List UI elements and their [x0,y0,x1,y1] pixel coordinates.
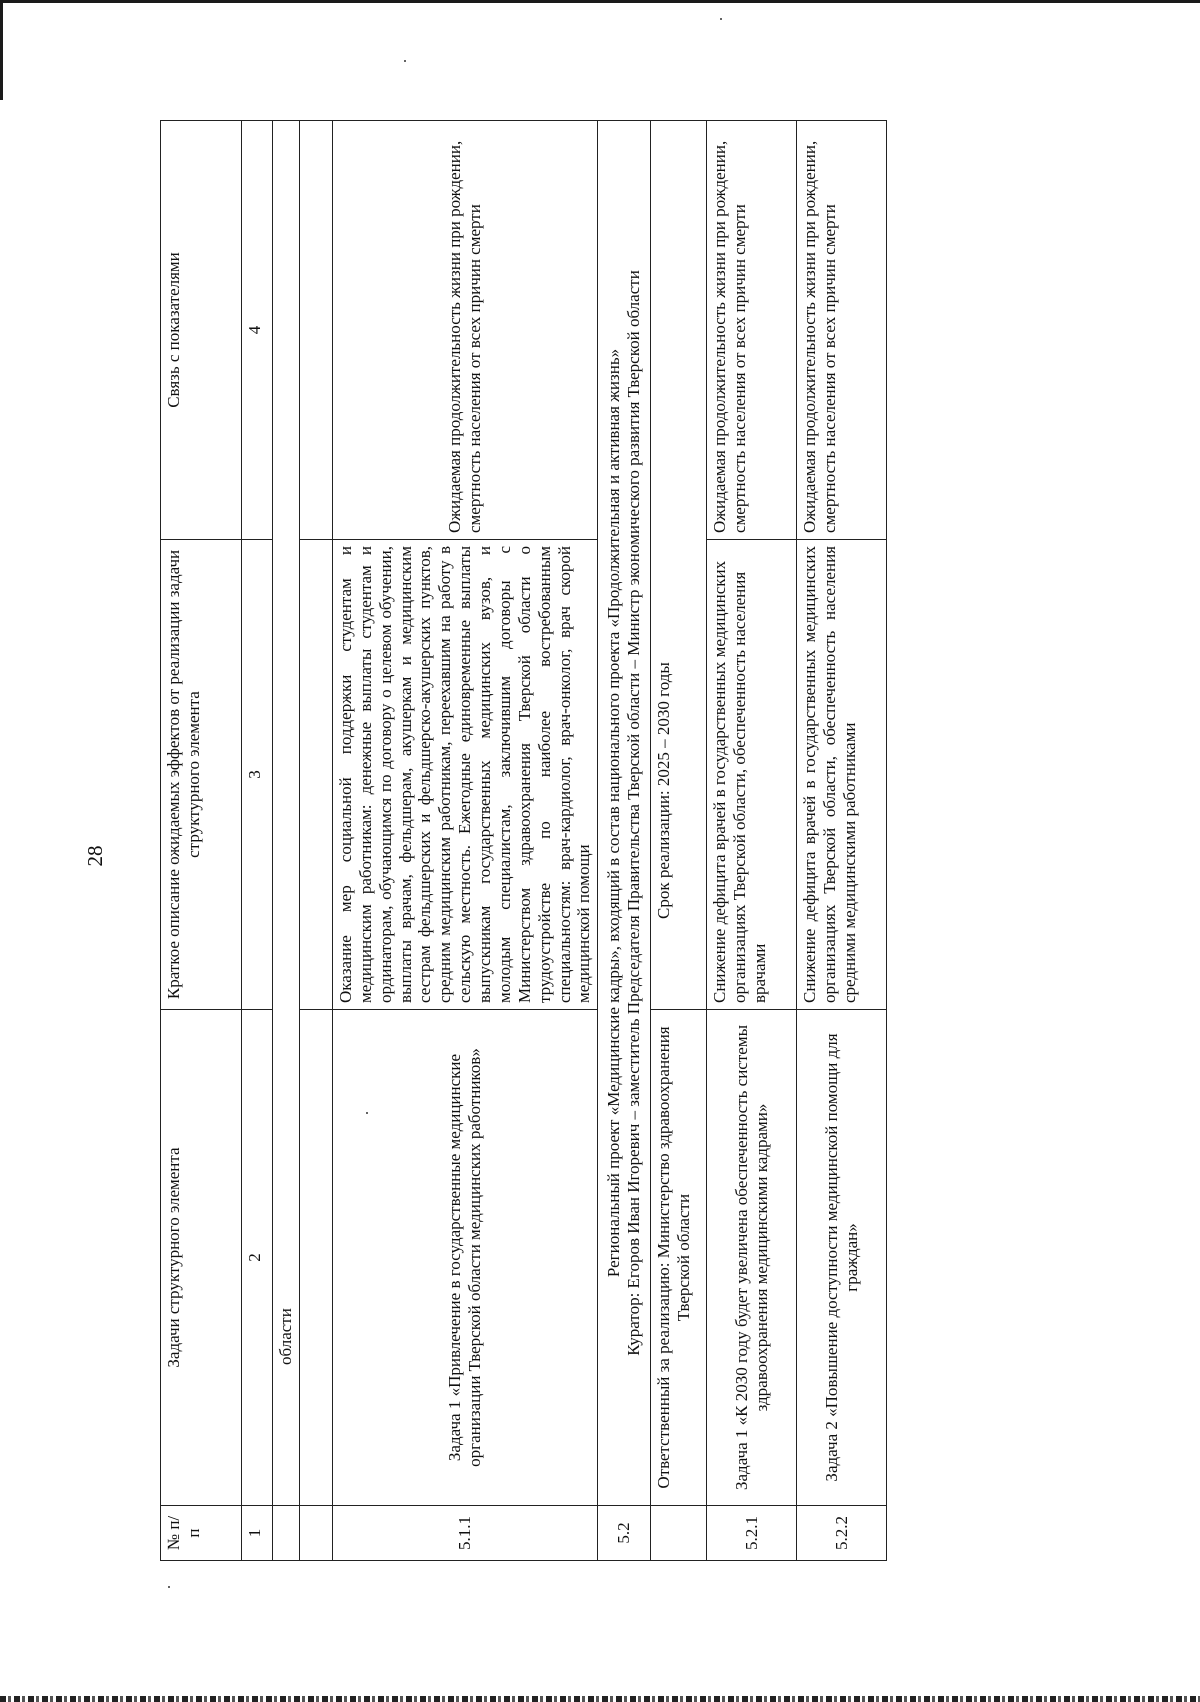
header-effects: Краткое описание ожидаемых эффектов от реализации задачи структурного элемента [161,540,242,1010]
column-number: 4 [242,121,273,540]
header-row [161,121,242,1561]
structural-elements-table [160,120,887,1561]
header-tasks: Задачи структурного элемента [161,1010,242,1506]
table-row [707,121,797,1561]
link-cell: Ожидаемая продолжительность жизни при рождении, смертность населения от всех причин смерти [332,121,597,540]
empty-cell [299,1506,332,1561]
empty-cell [273,1506,300,1561]
empty-cell [299,1010,332,1506]
empty-cell [651,1506,707,1561]
row-number: 5.2.1 [707,1506,797,1561]
row-number: 5.2.2 [797,1506,887,1561]
scan-edge-top [0,0,1200,3]
link-cell: Ожидаемая продолжительность жизни при рождении, смертность населения от всех причин смерти [797,121,887,540]
term-cell: Срок реализации: 2025 – 2030 годы [651,121,707,1010]
scan-speck [720,18,722,20]
project-cell [598,121,651,1506]
empty-row [299,121,332,1561]
responsible-cell: Ответственный за реализацию: Министерство здравоохранения Тверской области [651,1010,707,1506]
row-number: 5.1.1 [332,1506,597,1561]
scan-edge-bottom [0,1696,1200,1702]
column-number: 2 [242,1010,273,1506]
continued-row [273,121,300,1561]
scan-speck [404,60,406,62]
effect-cell: Оказание мер социальной поддержки студентам и медицинским работникам: денежные выплаты студентам и ординаторам, обучающимся по договору о целевом обучении, выплаты врачам, фельдшерам, акушеркам и медицинским сестрам фельдшерских и фельдшерско-акушерских пунктов, средним медицинским работникам, переехавшим на работу в сельскую местность. Ежегодные единовременные выплаты выпускникам государственных медицинских вузов, и молодым специалистам, заключившим договоры с Министерством здравоохранения Тверской области о трудоустройстве по наиболее востребованным специальностям: врач-кардиолог, врач-онколог, врач скорой медицинской помощи [332,540,597,1010]
header-link: Связь с показателями [161,121,242,540]
column-numbers-row [242,121,273,1561]
effect-cell: Снижение дефицита врачей в государственных медицинских организациях Тверской области, обеспеченность населения средними медицинскими работниками [797,540,887,1010]
header-num: № п/п [161,1506,242,1561]
table-row [332,121,597,1561]
table-row [797,121,887,1561]
responsible-row [651,121,707,1561]
project-curator: Куратор: Егоров Иван Игоревич – заместитель Председателя Правительства Тверской области – Министр экономического развития Тверской области [624,270,644,1356]
scan-speck [168,1586,170,1588]
task-cell: Задача 1 «К 2030 году будет увеличена обеспеченность системы здравоохранения медицинскими кадрами» [707,1010,797,1506]
rotated-table-sheet [160,121,1020,1561]
link-cell: Ожидаемая продолжительность жизни при рождении, смертность населения от всех причин смерти [707,121,797,540]
page-number: 28 [83,845,107,867]
effect-cell: Снижение дефицита врачей в государственных медицинских организациях Тверской области, обеспеченность населения врачами [707,540,797,1010]
project-title: Региональный проект «Медицинские кадры», входящий в состав национального проекта «Продолжительная и активная жизнь» [604,348,624,1278]
row-number: 5.2 [598,1506,651,1561]
project-row [598,121,651,1561]
task-cell: Задача 2 «Повышение доступности медицинской помощи для граждан» [797,1010,887,1506]
task-cell: Задача 1 «Привлечение в государственные медицинские организации Тверской области медицинских работников» [332,1010,597,1506]
column-number: 1 [242,1506,273,1561]
scan-edge-left [0,0,3,100]
continued-text: области [273,121,300,1506]
empty-cell [299,121,332,540]
column-number: 3 [242,540,273,1010]
empty-cell [299,540,332,1010]
